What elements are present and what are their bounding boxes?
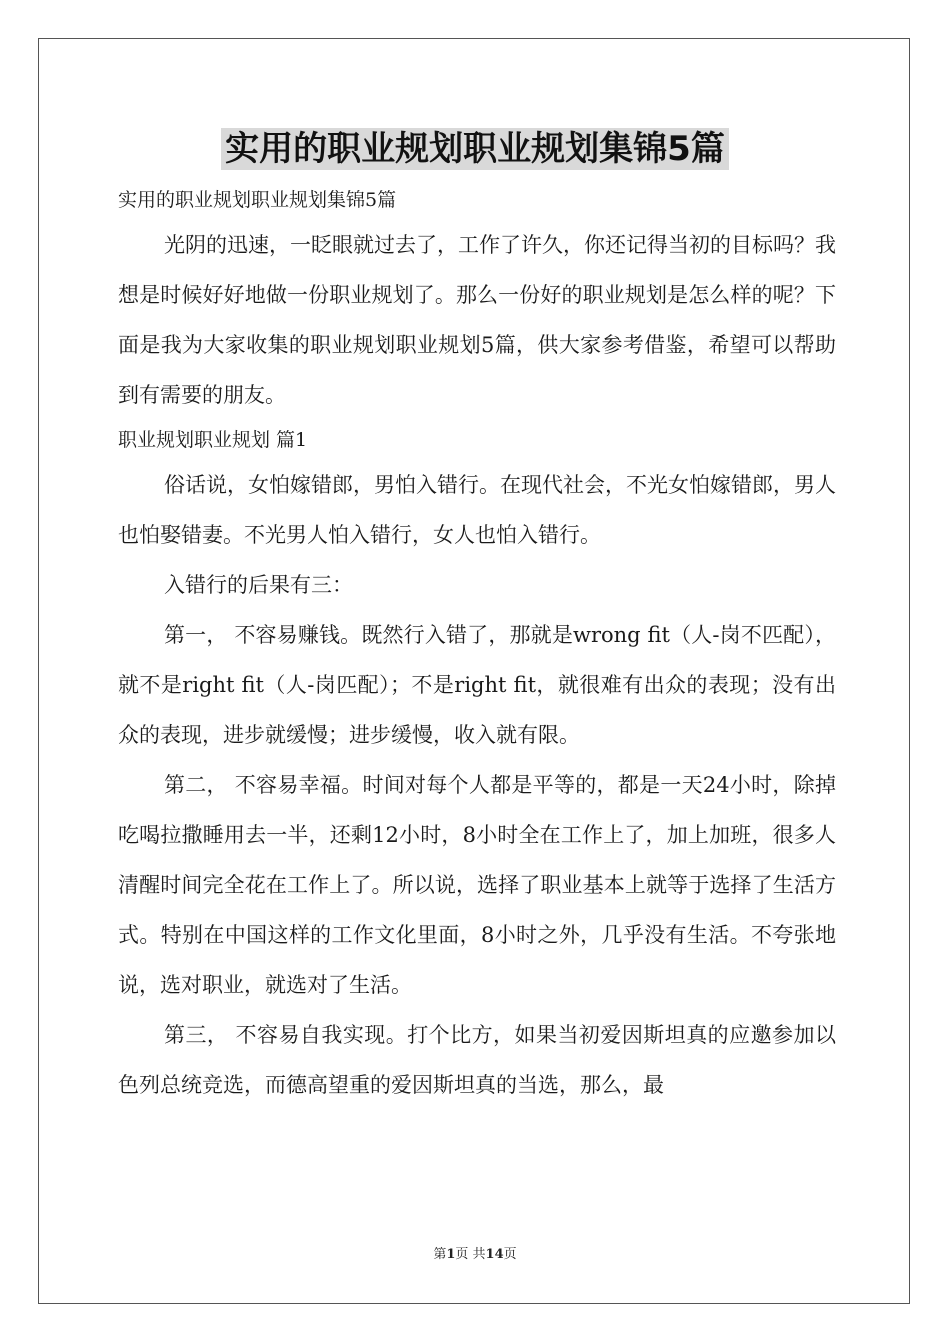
section-heading: 职业规划职业规划 篇1 [118,429,308,451]
paragraph-proverb: 俗话说，女怕嫁错郎，男怕入错行。在现代社会，不光女怕嫁错郎，男人也怕娶错妻。不光男人怕入错行，女人也怕入错行。 [118,473,836,547]
paragraph-consequences-intro: 入错行的后果有三： [164,573,353,597]
footer-page-current: 1 [446,1247,456,1262]
footer-page-suffix: 页 [503,1247,517,1262]
footer-page-total: 14 [485,1247,504,1262]
paragraph-second: 第二， 不容易幸福。时间对每个人都是平等的，都是一天24小时，除掉吃喝拉撒睡用去一半，还剩12小时，8小时全在工作上了，加上加班，很多人清醒时间完全花在工作上了。所以说，选择了职业基本上就等于选择了生活方式。特别在中国这样的工作文化里面，8小时之外，几乎没有生活。不夸张地说，选对职业，就选对了生活。 [118,773,836,997]
document-subtitle: 实用的职业规划职业规划集锦5篇 [118,189,397,211]
paragraph-first: 第一， 不容易赚钱。既然行入错了，那就是wrong fit（人-岗不匹配），就不是right fit（人-岗匹配）；不是right fit，就很难有出众的表现；没有出众的表现，进步就缓慢；进步缓慢，收入就有限。 [118,623,836,747]
footer-page-mid: 页 共 [455,1247,486,1262]
title-container [0,128,950,170]
footer-page-prefix: 第 [433,1247,447,1262]
intro-paragraph: 光阴的迅速，一眨眼就过去了，工作了许久，你还记得当初的目标吗？我想是时候好好地做一份职业规划了。那么一份好的职业规划是怎么样的呢？下面是我为大家收集的职业规划职业规划5篇，供大家参考借鉴，希望可以帮助到有需要的朋友。 [118,233,836,407]
page-footer [0,1246,950,1264]
document-body [118,180,836,1110]
document-title: 实用的职业规划职业规划集锦5篇 [221,128,729,170]
paragraph-third: 第三， 不容易自我实现。打个比方，如果当初爱因斯坦真的应邀参加以色列总统竞选，而德高望重的爱因斯坦真的当选，那么，最 [118,1023,836,1097]
